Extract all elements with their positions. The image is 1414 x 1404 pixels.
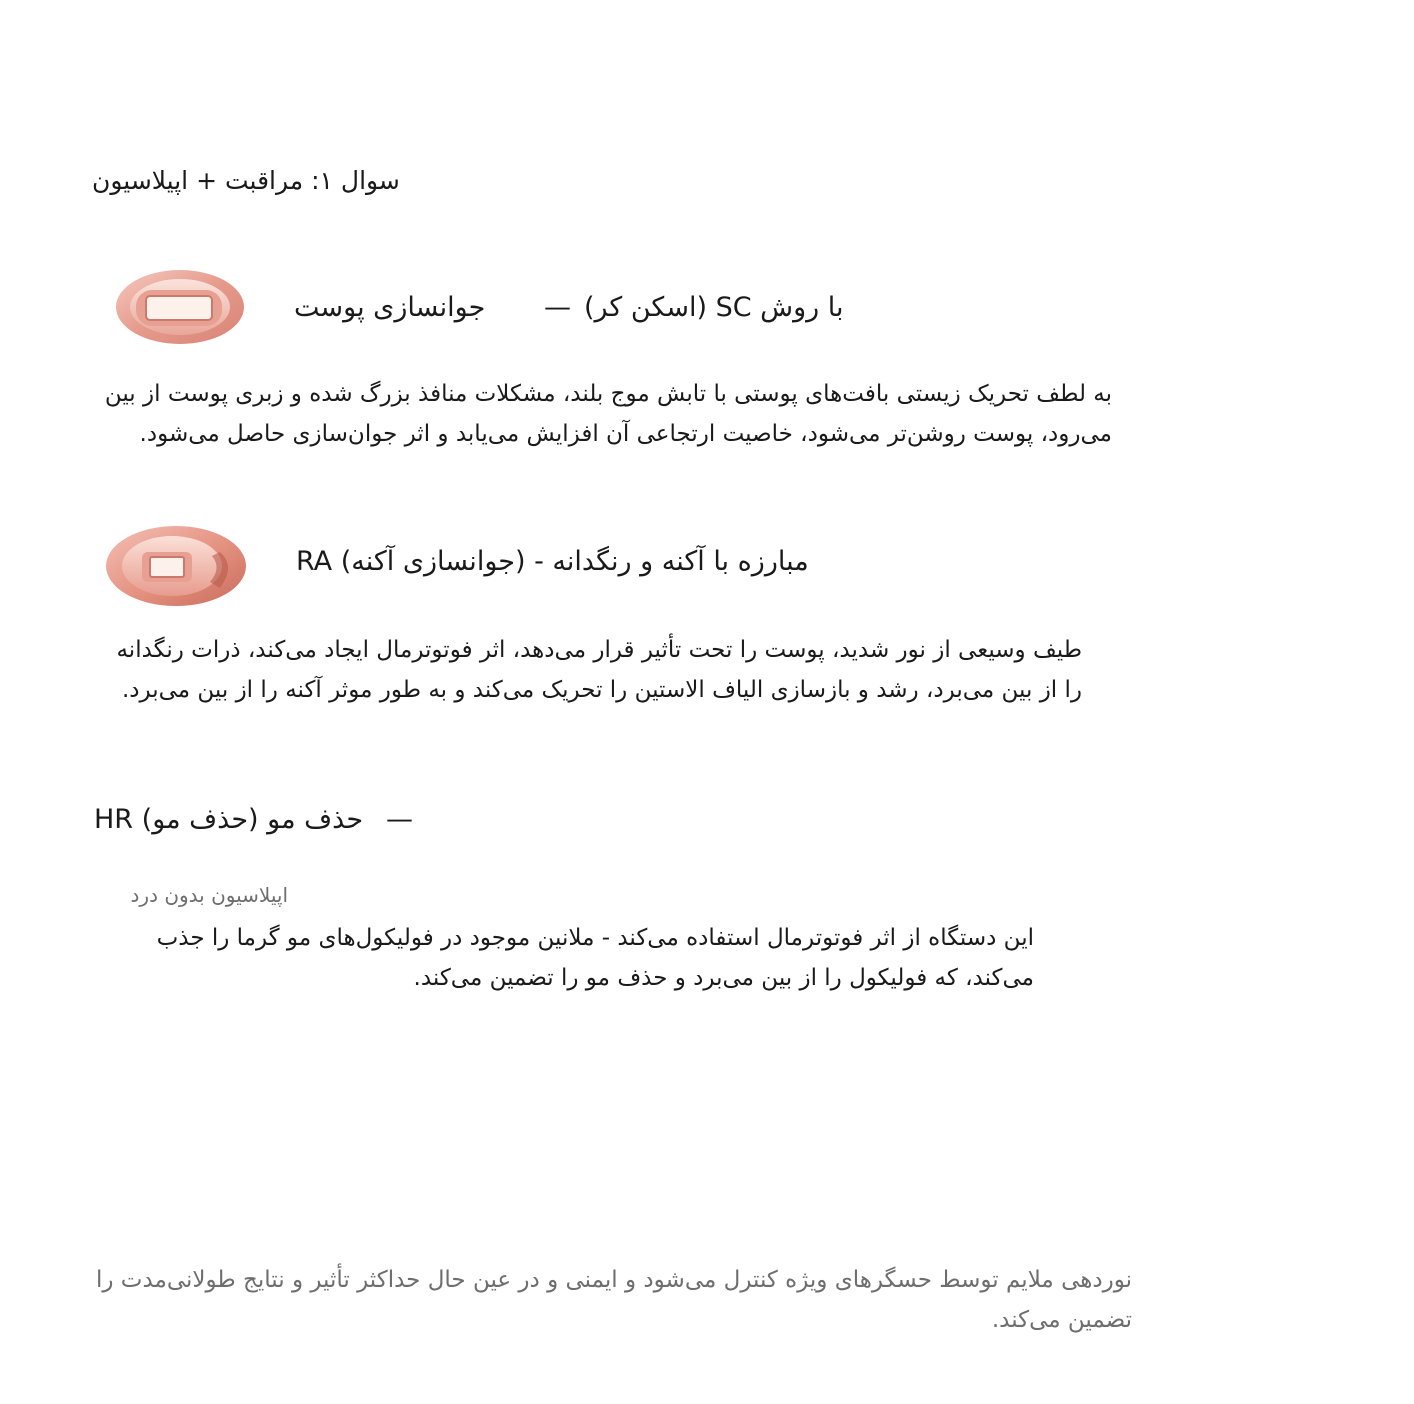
section-hr-subtitle: اپیلاسیون بدون درد bbox=[130, 883, 288, 907]
section-hr-heading: HR (حذف مو) حذف مو bbox=[94, 804, 364, 835]
section-hr-dash: — bbox=[386, 804, 413, 835]
section-sc-body: به لطف تحریک زیستی بافت‌های پوستی با تابش موج بلند، مشکلات منافذ بزرگ شده و زبری پوست از بین می‌رود، پوست روشن‌تر می‌شود، خاصیت ارتجاعی آن افزایش می‌یابد و اثر جوان‌سازی حاصل می‌شود. bbox=[104, 381, 1112, 447]
question-title: سوال ۱: مراقبت + اپیلاسیون bbox=[92, 166, 400, 195]
section-ra-body: طیف وسیعی از نور شدید، پوست را تحت تأثیر قرار می‌دهد، اثر فوتوترمال ایجاد می‌کند، ذرات رنگدانه را از بین می‌برد، رشد و بازسازی الیاف الاستین را تحریک می‌کند و به طور موثر آکنه را از بین می‌برد. bbox=[116, 637, 1082, 703]
section-sc-heading-left: جوانسازی پوست bbox=[294, 292, 486, 323]
sc-nozzle-icon bbox=[112, 266, 248, 348]
section-sc-dash: — bbox=[544, 292, 571, 323]
section-sc-heading-right: با روش SC (اسکن کر) bbox=[584, 292, 844, 323]
section-hr-body: این دستگاه از اثر فوتوترمال استفاده می‌کند - ملانین موجود در فولیکول‌های مو گرما را جذب می‌کند، که فولیکول را از بین می‌برد و حذف مو را تضمین می‌کند. bbox=[156, 925, 1034, 991]
ra-nozzle-icon bbox=[102, 522, 250, 610]
section-ra-heading: RA (جوانسازی آکنه) - مبارزه با آکنه و رنگدانه bbox=[296, 546, 809, 577]
footer-note: نوردهی ملایم توسط حسگرهای ویژه کنترل می‌شود و ایمنی و در عین حال حداکثر تأثیر و نتایج طولانی‌مدت را تضمین می‌کند. bbox=[96, 1267, 1132, 1333]
